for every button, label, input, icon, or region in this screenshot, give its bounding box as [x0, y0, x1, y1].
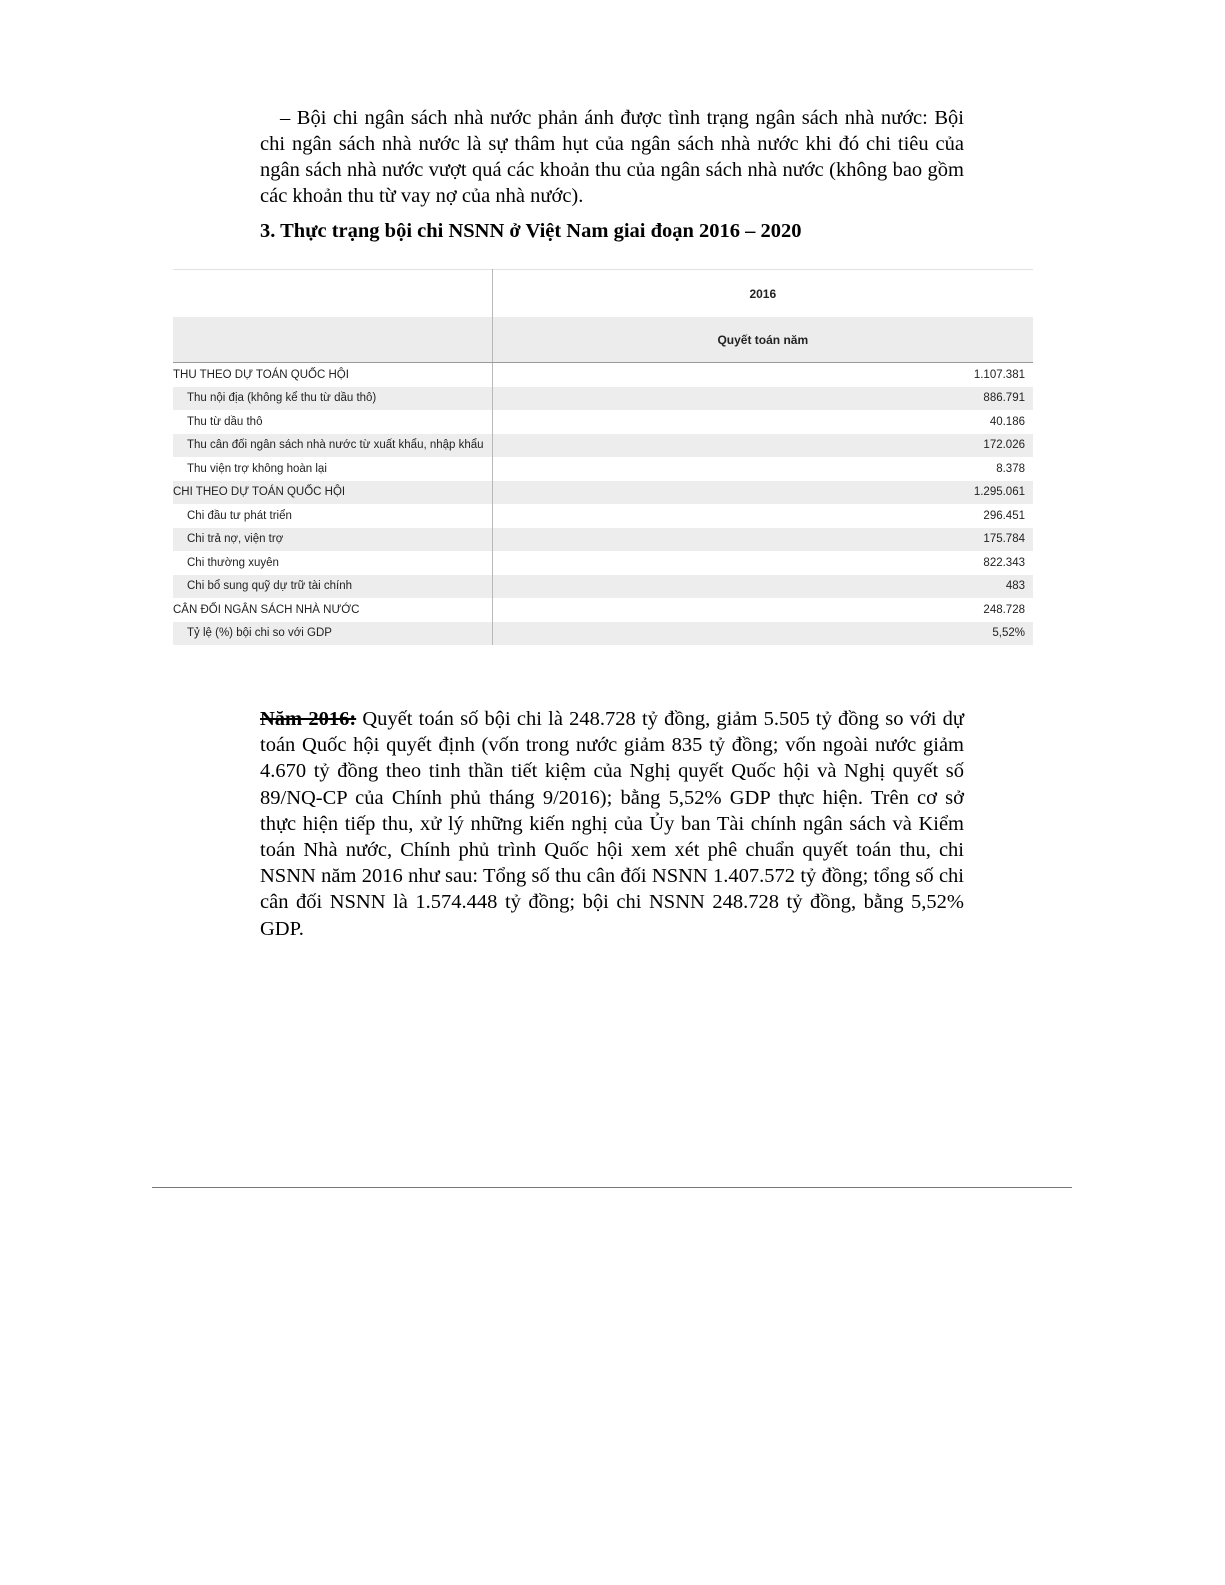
paragraph-2016-body: Quyết toán số bội chi là 248.728 tỷ đồng, giảm 5.505 tỷ đồng so với dự toán Quốc hội quyết định (vốn trong nước giảm 835 tỷ đồng; vốn ngoài nước giảm 4.670 tỷ đồng theo tinh thần tiết kiệm của Nghị quyết Quốc hội và Nghị quyết số 89/NQ-CP của Chính phủ tháng 9/2016); bằng 5,52% GDP thực hiện. Trên cơ sở thực hiện tiếp thu, xử lý những kiến nghị của Ủy ban Tài chính ngân sách và Kiểm toán Nhà nước, Chính phủ trình Quốc hội xem xét phê chuẩn quyết toán thu, chi NSNN năm 2016 như sau: Tổng số thu cân đối NSNN 1.407.572 tỷ đồng; tổng số chi cân đối NSNN là 1.574.448 tỷ đồng; bội chi NSNN 248.728 tỷ đồng, bằng 5,52% GDP. [260, 708, 964, 940]
table-row [173, 481, 1033, 505]
subheader-empty-cell [173, 317, 492, 363]
table-row [173, 504, 1033, 528]
row-value: 886.791 [492, 387, 1033, 411]
table-row [173, 434, 1033, 458]
paragraph-2016-lead: Năm 2016: [260, 708, 357, 730]
row-value: 822.343 [983, 556, 1025, 569]
budget-table-container [173, 269, 1033, 645]
row-value: 8.378 [996, 462, 1025, 475]
header-empty-cell [173, 270, 492, 318]
budget-table [173, 269, 1033, 645]
row-label: Thu viện trợ không hoàn lại [173, 457, 492, 481]
table-row [173, 598, 1033, 622]
table-subheader-row [173, 317, 1033, 363]
row-label: Tỷ lệ (%) bội chi so với GDP [173, 622, 492, 646]
row-label: CHI THEO DỰ TOÁN QUỐC HỘI [173, 481, 492, 505]
row-label: Chi bổ sung quỹ dự trữ tài chính [173, 575, 492, 599]
footer-divider [152, 1187, 1072, 1188]
row-value: 1.295.061 [492, 481, 1033, 505]
table-row [173, 622, 1033, 646]
row-label: CÂN ĐỐI NGÂN SÁCH NHÀ NƯỚC [173, 598, 492, 622]
row-label: THU THEO DỰ TOÁN QUỐC HỘI [173, 363, 492, 387]
table-row [173, 457, 1033, 481]
subheader-settlement: Quyết toán năm [492, 317, 1033, 363]
year-header: 2016 [492, 270, 1033, 318]
row-label: Chi trả nợ, viện trợ [173, 528, 492, 552]
row-label: Thu cân đối ngân sách nhà nước từ xuất khẩu, nhập khẩu [173, 434, 492, 458]
table-row [173, 551, 1033, 575]
row-value: 172.026 [492, 434, 1033, 458]
row-value: 296.451 [983, 509, 1025, 522]
row-label: Chi đầu tư phát triển [173, 504, 492, 528]
row-value: 5,52% [492, 622, 1033, 646]
paragraph-2016 [260, 706, 964, 942]
row-value: 175.784 [492, 528, 1033, 552]
table-row [173, 575, 1033, 599]
row-value: 40.186 [989, 415, 1025, 428]
row-value: 1.107.381 [973, 368, 1025, 381]
section-heading: 3. Thực trạng bội chi NSNN ở Việt Nam giai đoạn 2016 – 2020 [260, 220, 802, 242]
table-row [173, 528, 1033, 552]
table-row [173, 410, 1033, 434]
table-row [173, 387, 1033, 411]
table-header-row [173, 270, 1033, 318]
row-label: Thu nội địa (không kể thu từ dầu thô) [173, 387, 492, 411]
row-value: 483 [492, 575, 1033, 599]
intro-paragraph: – Bội chi ngân sách nhà nước phản ánh được tình trạng ngân sách nhà nước: Bội chi ngân sách nhà nước là sự thâm hụt của ngân sách nhà nước khi đó chi tiêu của ngân sách nhà nước vượt quá các khoản thu của ngân sách nhà nước (không bao gồm các khoản thu từ vay nợ của nhà nước). [260, 107, 964, 207]
row-label: Chi thường xuyên [173, 551, 492, 575]
table-row [173, 363, 1033, 387]
row-label: Thu từ dầu thô [173, 410, 492, 434]
row-value: 248.728 [983, 603, 1025, 616]
